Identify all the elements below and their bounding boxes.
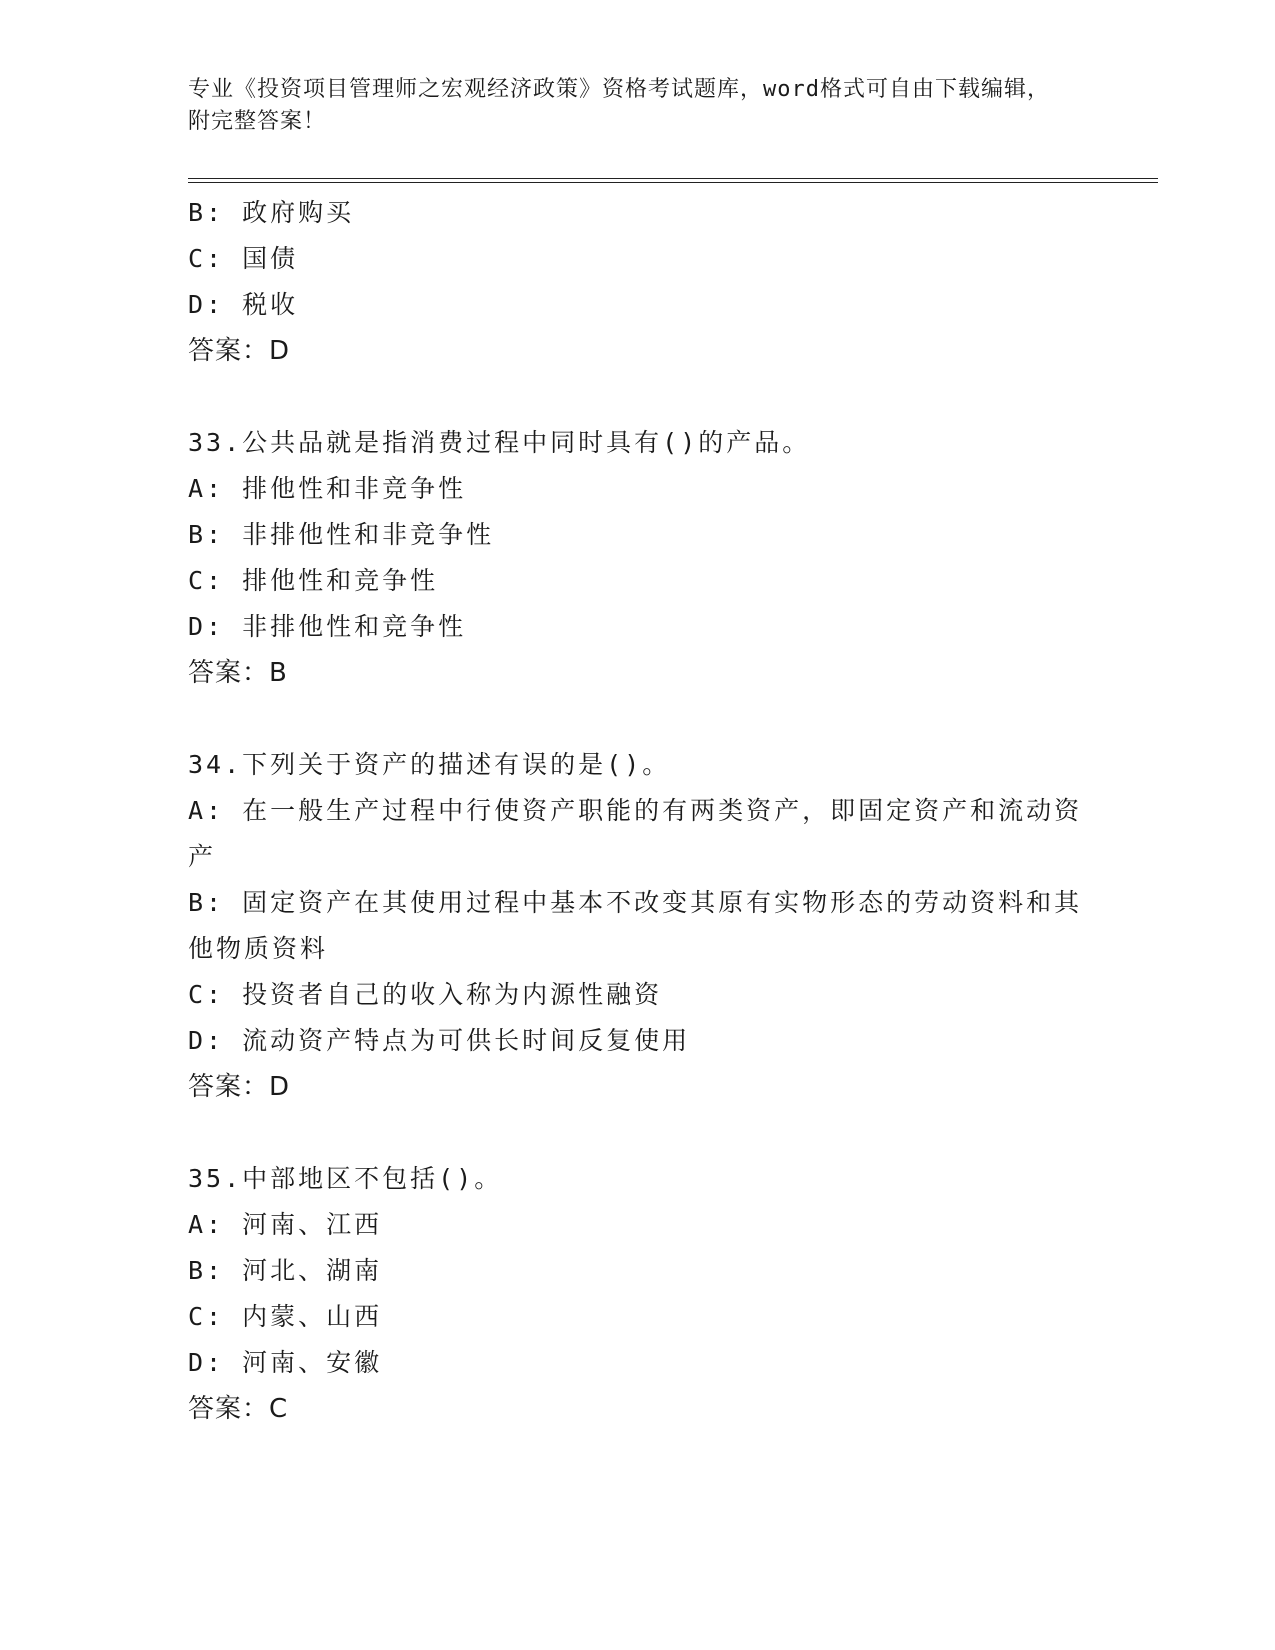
option-c: C: 投资者自己的收入称为内源性融资 [188, 980, 663, 1009]
answer-line: 答案：D [188, 336, 291, 366]
answer-line: 答案：D [188, 1072, 291, 1102]
option-a: A: 河南、江西 [188, 1210, 383, 1239]
option-b: B: 非排他性和非竞争性 [188, 520, 495, 549]
spacer [188, 1110, 1088, 1156]
question-stem: 35.中部地区不包括()。 [188, 1164, 503, 1193]
answer-line: 答案：B [188, 658, 288, 688]
spacer [188, 696, 1088, 742]
option-d: D: 非排他性和竞争性 [188, 612, 467, 641]
option-d: D: 河南、安徽 [188, 1348, 383, 1377]
answer-line: 答案：C [188, 1394, 289, 1424]
question-stem: 34.下列关于资产的描述有误的是()。 [188, 750, 671, 779]
option-d: D: 流动资产特点为可供长时间反复使用 [188, 1026, 691, 1055]
question-35 [188, 1156, 1088, 1432]
question-list [188, 190, 1088, 1432]
question-33 [188, 420, 1088, 696]
question-stem: 33.公共品就是指消费过程中同时具有()的产品。 [188, 428, 811, 457]
option-c: C: 国债 [188, 244, 299, 273]
question-continued [188, 190, 1088, 374]
document-header: 专业《投资项目管理师之宏观经济政策》资格考试题库，word格式可自由下载编辑，附完整答案！ [188, 77, 1050, 134]
header-rule [188, 178, 1158, 183]
option-a: A: 排他性和非竞争性 [188, 474, 467, 503]
question-34 [188, 742, 1088, 1110]
option-c: C: 内蒙、山西 [188, 1302, 383, 1331]
option-b: B: 固定资产在其使用过程中基本不改变其原有实物形态的劳动资料和其他物质资料 [188, 888, 1083, 963]
option-a: A: 在一般生产过程中行使资产职能的有两类资产，即固定资产和流动资产 [188, 796, 1083, 871]
option-c: C: 排他性和竞争性 [188, 566, 439, 595]
option-b: B: 政府购买 [188, 198, 355, 227]
option-b: B: 河北、湖南 [188, 1256, 383, 1285]
spacer [188, 374, 1088, 420]
option-d: D: 税收 [188, 290, 299, 319]
